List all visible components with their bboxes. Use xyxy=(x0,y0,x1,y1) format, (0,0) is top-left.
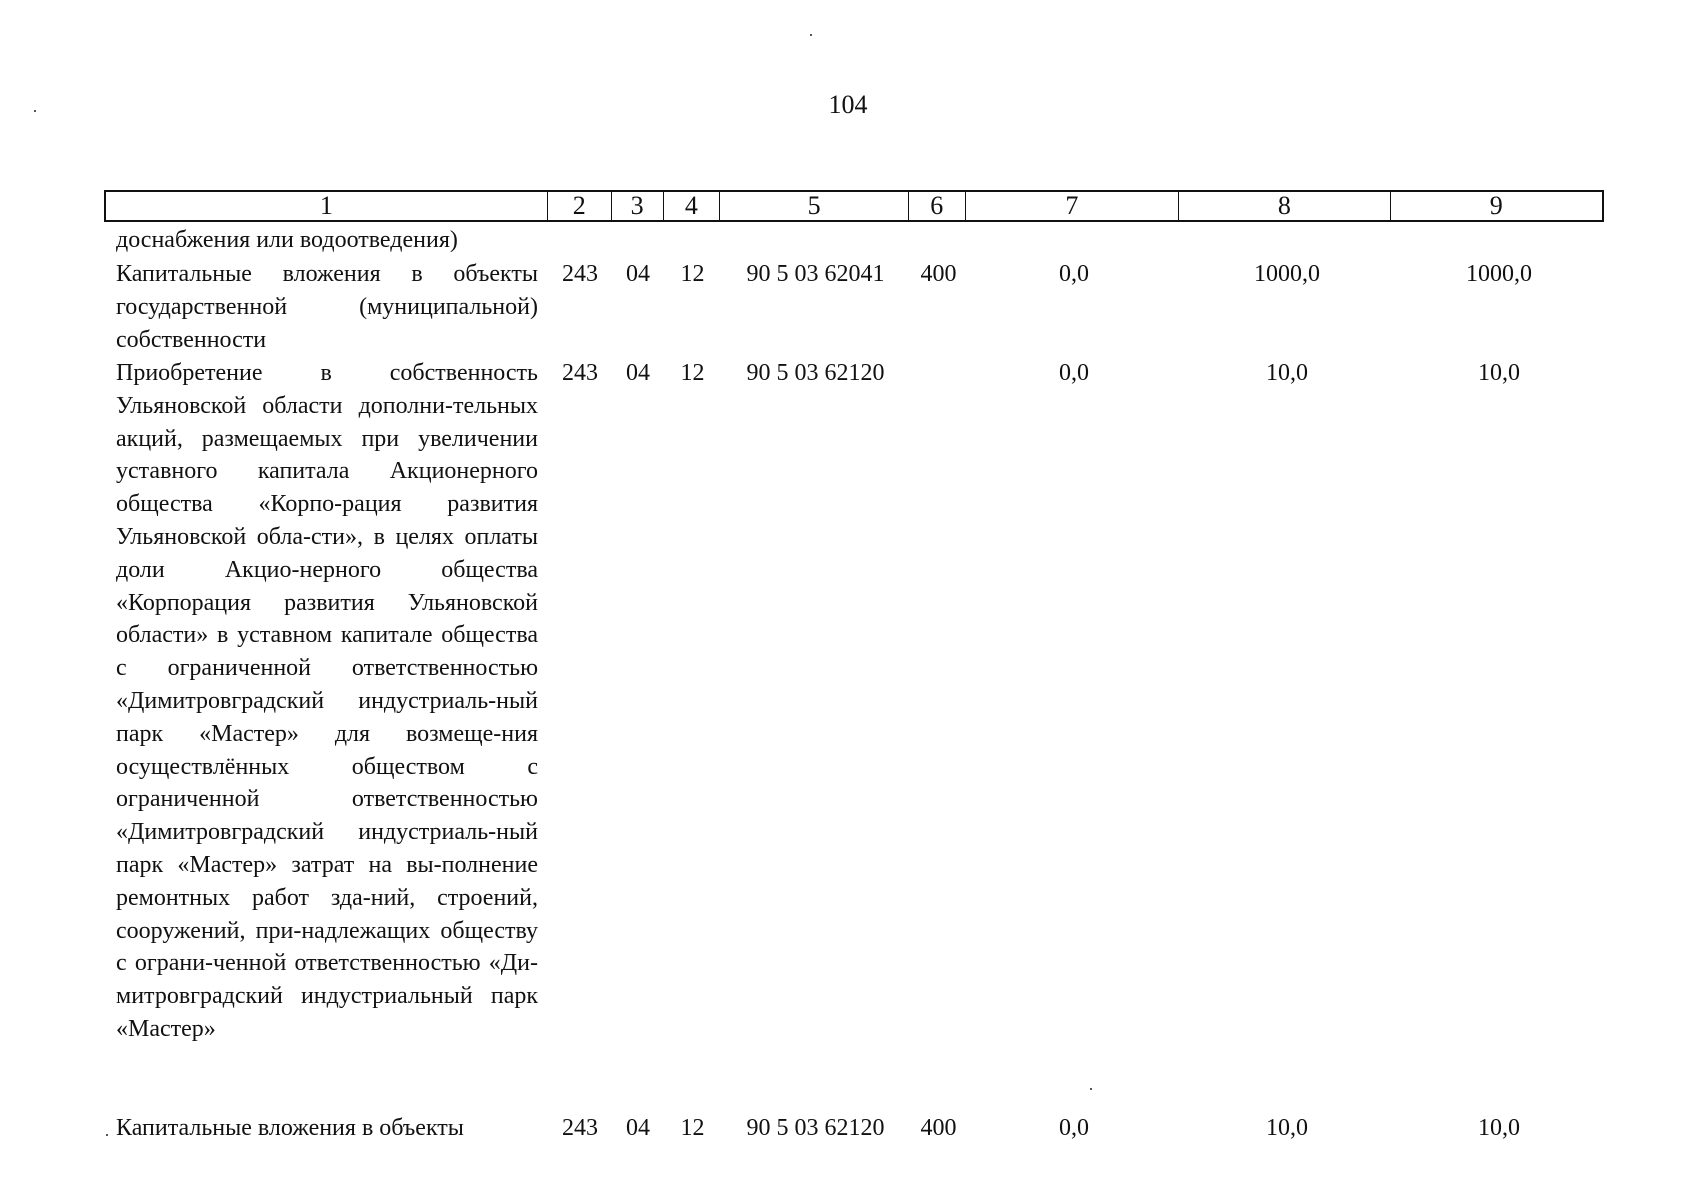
row-3-col-6: 400 xyxy=(920,1115,957,1141)
row-2-name: Приобретение в собственность Ульяновской области дополни-тельных акций, размещаемых при увеличении уставного капитала Акционерного общества «Корпо-рация развития Ульяновской обла-сти», в целях оплаты доли Акцио-нерного общества «Корпорация развития Ульяновской области» в уставном капитале общества с ограниченной ответственностью «Димитровградский индустриаль-ный парк «Мастер» для возмеще-ния осуществлённых обществом с ограниченной ответственностью «Димитровградский индустриаль-ный парк «Мастер» затрат на вы-полнение ремонтных работ зда-ний, строений, сооружений, при-надлежащих обществу с ограни-ченной ответственностью «Ди-митровградский индустриальный парк «Мастер» xyxy=(116,360,538,1042)
row-1-col-9: 1000,0 xyxy=(1466,261,1532,287)
row-2-col-2: 243 xyxy=(562,360,598,386)
row-1-col-3: 04 xyxy=(626,261,650,287)
continued-row-text: доснабжения или водоотведения) xyxy=(116,227,458,253)
row-1-col-4: 12 xyxy=(680,261,705,287)
row-3-col-9: 10,0 xyxy=(1478,1115,1520,1141)
column-header-7: 7 xyxy=(966,192,1179,220)
row-3-col-7: 0,0 xyxy=(1059,1115,1089,1141)
row-2-col-4: 12 xyxy=(680,360,705,386)
column-header-3: 3 xyxy=(612,192,664,220)
row-2-col-9: 10,0 xyxy=(1478,360,1520,386)
column-header-4: 4 xyxy=(664,192,721,220)
row-1-col-5: 90 5 03 62041 xyxy=(746,261,885,287)
row-2-col-3: 04 xyxy=(626,360,650,386)
column-header-2: 2 xyxy=(548,192,612,220)
row-1-col-8: 1000,0 xyxy=(1254,261,1320,287)
scan-speck xyxy=(810,34,812,36)
column-header-9: 9 xyxy=(1489,191,1503,220)
row-3-col-5: 90 5 03 62120 xyxy=(746,1115,885,1141)
scan-speck xyxy=(1090,1088,1092,1090)
row-1-col-2: 243 xyxy=(562,261,598,287)
scan-speck xyxy=(106,1134,108,1136)
page-number: 104 xyxy=(828,90,868,119)
row-1-col-6: 400 xyxy=(920,261,957,287)
column-header-5: 5 xyxy=(720,192,909,220)
row-1-name: Капитальные вложения в объекты государственной (муниципальной) собственности xyxy=(116,261,538,353)
column-header-1: 1 xyxy=(106,192,548,220)
row-3-col-4: 12 xyxy=(680,1115,705,1141)
row-2-col-8: 10,0 xyxy=(1266,360,1308,386)
column-header-6: 6 xyxy=(909,192,966,220)
table-header-row xyxy=(104,190,1604,222)
row-1-col-7: 0,0 xyxy=(1059,261,1089,287)
row-3-name: Капитальные вложения в объекты xyxy=(116,1115,464,1141)
row-3-col-3: 04 xyxy=(626,1115,650,1141)
row-3-col-2: 243 xyxy=(562,1115,598,1141)
column-header-8: 8 xyxy=(1179,192,1390,220)
row-3-col-8: 10,0 xyxy=(1266,1115,1308,1141)
row-2-col-5: 90 5 03 62120 xyxy=(746,360,885,386)
row-2-col-7: 0,0 xyxy=(1059,360,1089,386)
